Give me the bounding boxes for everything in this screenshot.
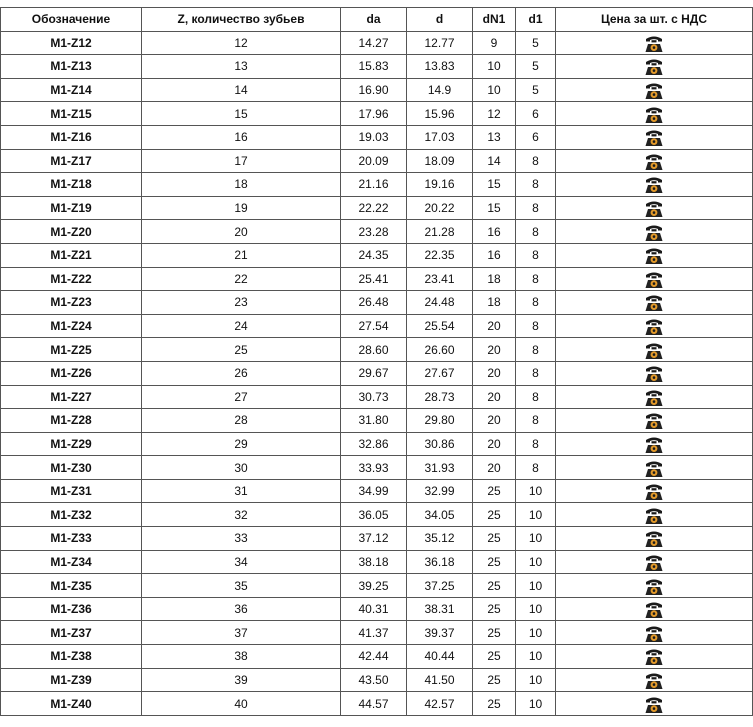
dn1-cell: 10: [473, 55, 516, 79]
d-cell: 30.86: [407, 432, 473, 456]
table-row: [1, 385, 753, 409]
table-row: [1, 267, 753, 291]
d-cell: 41.50: [407, 668, 473, 692]
d1-cell: 5: [516, 55, 556, 79]
d-cell: 40.44: [407, 645, 473, 669]
table-row: [1, 314, 753, 338]
teeth-count-cell: 28: [142, 409, 341, 433]
table-row: [1, 102, 753, 126]
dn1-cell: 25: [473, 479, 516, 503]
d-cell: 34.05: [407, 503, 473, 527]
price-cell: [556, 220, 753, 244]
d1-cell: 8: [516, 385, 556, 409]
price-cell: [556, 338, 753, 362]
d1-cell: 8: [516, 243, 556, 267]
teeth-count-cell: 27: [142, 385, 341, 409]
teeth-count-cell: 34: [142, 550, 341, 574]
d1-cell: 10: [516, 621, 556, 645]
phone-icon[interactable]: [643, 174, 665, 194]
designation-cell: M1-Z31: [1, 479, 142, 503]
price-cell: [556, 432, 753, 456]
teeth-count-cell: 21: [142, 243, 341, 267]
designation-cell: M1-Z25: [1, 338, 142, 362]
da-cell: 27.54: [341, 314, 407, 338]
d1-cell: 8: [516, 196, 556, 220]
price-cell: [556, 173, 753, 197]
dn1-cell: 10: [473, 78, 516, 102]
header-dn1: dN1: [473, 8, 516, 32]
teeth-count-cell: 19: [142, 196, 341, 220]
phone-icon[interactable]: [643, 104, 665, 124]
d1-cell: 8: [516, 361, 556, 385]
table-row: [1, 597, 753, 621]
dn1-cell: 25: [473, 645, 516, 669]
teeth-count-cell: 16: [142, 125, 341, 149]
d-cell: 19.16: [407, 173, 473, 197]
da-cell: 21.16: [341, 173, 407, 197]
phone-icon[interactable]: [643, 481, 665, 501]
dn1-cell: 14: [473, 149, 516, 173]
da-cell: 32.86: [341, 432, 407, 456]
d-cell: 36.18: [407, 550, 473, 574]
d-cell: 13.83: [407, 55, 473, 79]
teeth-count-cell: 37: [142, 621, 341, 645]
price-cell: [556, 196, 753, 220]
d-cell: 26.60: [407, 338, 473, 362]
designation-cell: M1-Z35: [1, 574, 142, 598]
d-cell: 39.37: [407, 621, 473, 645]
phone-icon[interactable]: [643, 198, 665, 218]
table-row: [1, 291, 753, 315]
dn1-cell: 25: [473, 597, 516, 621]
table-row: [1, 432, 753, 456]
designation-cell: M1-Z21: [1, 243, 142, 267]
d1-cell: 10: [516, 527, 556, 551]
dn1-cell: 20: [473, 409, 516, 433]
price-cell: [556, 597, 753, 621]
header-da: da: [341, 8, 407, 32]
da-cell: 31.80: [341, 409, 407, 433]
d-cell: 35.12: [407, 527, 473, 551]
designation-cell: M1-Z24: [1, 314, 142, 338]
teeth-count-cell: 13: [142, 55, 341, 79]
designation-cell: M1-Z27: [1, 385, 142, 409]
price-cell: [556, 456, 753, 480]
phone-icon[interactable]: [643, 245, 665, 265]
da-cell: 26.48: [341, 291, 407, 315]
table-row: [1, 196, 753, 220]
da-cell: 41.37: [341, 621, 407, 645]
phone-icon[interactable]: [643, 505, 665, 525]
designation-cell: M1-Z28: [1, 409, 142, 433]
gear-spec-table: [0, 7, 753, 716]
d1-cell: 5: [516, 78, 556, 102]
d-cell: 38.31: [407, 597, 473, 621]
table-row: [1, 456, 753, 480]
d1-cell: 8: [516, 220, 556, 244]
d1-cell: 6: [516, 125, 556, 149]
table-row: [1, 55, 753, 79]
phone-icon[interactable]: [643, 528, 665, 548]
dn1-cell: 20: [473, 338, 516, 362]
teeth-count-cell: 23: [142, 291, 341, 315]
designation-cell: M1-Z38: [1, 645, 142, 669]
dn1-cell: 16: [473, 243, 516, 267]
price-cell: [556, 149, 753, 173]
teeth-count-cell: 14: [142, 78, 341, 102]
d-cell: 24.48: [407, 291, 473, 315]
table-row: [1, 409, 753, 433]
table-row: [1, 78, 753, 102]
teeth-count-cell: 20: [142, 220, 341, 244]
price-cell: [556, 361, 753, 385]
dn1-cell: 20: [473, 361, 516, 385]
phone-icon[interactable]: [643, 458, 665, 478]
teeth-count-cell: 18: [142, 173, 341, 197]
price-cell: [556, 550, 753, 574]
dn1-cell: 12: [473, 102, 516, 126]
phone-icon[interactable]: [643, 552, 665, 572]
designation-cell: M1-Z16: [1, 125, 142, 149]
designation-cell: M1-Z26: [1, 361, 142, 385]
table-row: [1, 621, 753, 645]
price-cell: [556, 503, 753, 527]
price-cell: [556, 668, 753, 692]
designation-cell: M1-Z14: [1, 78, 142, 102]
teeth-count-cell: 22: [142, 267, 341, 291]
da-cell: 34.99: [341, 479, 407, 503]
designation-cell: M1-Z29: [1, 432, 142, 456]
price-cell: [556, 645, 753, 669]
designation-cell: M1-Z30: [1, 456, 142, 480]
dn1-cell: 13: [473, 125, 516, 149]
designation-cell: M1-Z12: [1, 31, 142, 55]
phone-icon[interactable]: [643, 269, 665, 289]
d1-cell: 8: [516, 338, 556, 362]
d-cell: 17.03: [407, 125, 473, 149]
da-cell: 40.31: [341, 597, 407, 621]
da-cell: 20.09: [341, 149, 407, 173]
d-cell: 25.54: [407, 314, 473, 338]
d-cell: 31.93: [407, 456, 473, 480]
price-cell: [556, 102, 753, 126]
designation-cell: M1-Z33: [1, 527, 142, 551]
designation-cell: M1-Z23: [1, 291, 142, 315]
phone-icon[interactable]: [643, 387, 665, 407]
dn1-cell: 20: [473, 456, 516, 480]
d1-cell: 8: [516, 291, 556, 315]
d-cell: 23.41: [407, 267, 473, 291]
price-cell: [556, 291, 753, 315]
dn1-cell: 25: [473, 574, 516, 598]
price-cell: [556, 479, 753, 503]
d-cell: 32.99: [407, 479, 473, 503]
d1-cell: 8: [516, 456, 556, 480]
table-row: [1, 361, 753, 385]
table-row: [1, 645, 753, 669]
dn1-cell: 20: [473, 314, 516, 338]
d1-cell: 10: [516, 692, 556, 716]
da-cell: 15.83: [341, 55, 407, 79]
table-row: [1, 149, 753, 173]
d-cell: 28.73: [407, 385, 473, 409]
da-cell: 30.73: [341, 385, 407, 409]
dn1-cell: 25: [473, 550, 516, 574]
da-cell: 44.57: [341, 692, 407, 716]
price-cell: [556, 267, 753, 291]
table-row: [1, 527, 753, 551]
teeth-count-cell: 39: [142, 668, 341, 692]
phone-icon[interactable]: [643, 316, 665, 336]
d1-cell: 5: [516, 31, 556, 55]
table-row: [1, 338, 753, 362]
phone-icon[interactable]: [643, 694, 665, 714]
teeth-count-cell: 35: [142, 574, 341, 598]
table-row: [1, 125, 753, 149]
teeth-count-cell: 40: [142, 692, 341, 716]
dn1-cell: 18: [473, 267, 516, 291]
table-row: [1, 243, 753, 267]
teeth-count-cell: 31: [142, 479, 341, 503]
price-cell: [556, 314, 753, 338]
dn1-cell: 20: [473, 385, 516, 409]
teeth-count-cell: 15: [142, 102, 341, 126]
da-cell: 19.03: [341, 125, 407, 149]
da-cell: 37.12: [341, 527, 407, 551]
table-row: [1, 220, 753, 244]
dn1-cell: 25: [473, 503, 516, 527]
table-row: [1, 668, 753, 692]
price-cell: [556, 243, 753, 267]
price-cell: [556, 527, 753, 551]
d1-cell: 10: [516, 645, 556, 669]
designation-cell: M1-Z17: [1, 149, 142, 173]
d1-cell: 8: [516, 267, 556, 291]
phone-icon[interactable]: [643, 434, 665, 454]
table-row: [1, 692, 753, 716]
phone-icon[interactable]: [643, 670, 665, 690]
d1-cell: 8: [516, 409, 556, 433]
d-cell: 27.67: [407, 361, 473, 385]
teeth-count-cell: 12: [142, 31, 341, 55]
d-cell: 42.57: [407, 692, 473, 716]
d1-cell: 10: [516, 479, 556, 503]
dn1-cell: 25: [473, 668, 516, 692]
d1-cell: 10: [516, 574, 556, 598]
phone-icon[interactable]: [643, 576, 665, 596]
teeth-count-cell: 30: [142, 456, 341, 480]
teeth-count-cell: 25: [142, 338, 341, 362]
teeth-count-cell: 33: [142, 527, 341, 551]
d-cell: 18.09: [407, 149, 473, 173]
phone-icon[interactable]: [643, 363, 665, 383]
table-row: [1, 550, 753, 574]
designation-cell: M1-Z22: [1, 267, 142, 291]
designation-cell: M1-Z40: [1, 692, 142, 716]
teeth-count-cell: 29: [142, 432, 341, 456]
designation-cell: M1-Z20: [1, 220, 142, 244]
d-cell: 14.9: [407, 78, 473, 102]
price-cell: [556, 621, 753, 645]
teeth-count-cell: 38: [142, 645, 341, 669]
teeth-count-cell: 26: [142, 361, 341, 385]
designation-cell: M1-Z39: [1, 668, 142, 692]
phone-icon[interactable]: [643, 127, 665, 147]
designation-cell: M1-Z32: [1, 503, 142, 527]
teeth-count-cell: 24: [142, 314, 341, 338]
table-row: [1, 479, 753, 503]
header-d1: d1: [516, 8, 556, 32]
da-cell: 33.93: [341, 456, 407, 480]
d-cell: 15.96: [407, 102, 473, 126]
phone-icon[interactable]: [643, 222, 665, 242]
designation-cell: M1-Z18: [1, 173, 142, 197]
d-cell: 22.35: [407, 243, 473, 267]
phone-icon[interactable]: [643, 410, 665, 430]
designation-cell: M1-Z34: [1, 550, 142, 574]
price-cell: [556, 692, 753, 716]
teeth-count-cell: 32: [142, 503, 341, 527]
price-cell: [556, 409, 753, 433]
dn1-cell: 25: [473, 527, 516, 551]
d1-cell: 8: [516, 149, 556, 173]
d-cell: 21.28: [407, 220, 473, 244]
phone-icon[interactable]: [643, 151, 665, 171]
dn1-cell: 15: [473, 173, 516, 197]
designation-cell: M1-Z15: [1, 102, 142, 126]
phone-icon[interactable]: [643, 56, 665, 76]
phone-icon[interactable]: [643, 646, 665, 666]
phone-icon[interactable]: [643, 340, 665, 360]
da-cell: 43.50: [341, 668, 407, 692]
d1-cell: 10: [516, 668, 556, 692]
da-cell: 22.22: [341, 196, 407, 220]
table-row: [1, 31, 753, 55]
teeth-count-cell: 36: [142, 597, 341, 621]
designation-cell: M1-Z13: [1, 55, 142, 79]
d1-cell: 8: [516, 173, 556, 197]
da-cell: 23.28: [341, 220, 407, 244]
d-cell: 29.80: [407, 409, 473, 433]
price-cell: [556, 125, 753, 149]
dn1-cell: 25: [473, 692, 516, 716]
da-cell: 29.67: [341, 361, 407, 385]
da-cell: 16.90: [341, 78, 407, 102]
designation-cell: M1-Z19: [1, 196, 142, 220]
d1-cell: 10: [516, 503, 556, 527]
table-row: [1, 574, 753, 598]
header-designation: Обозначение: [1, 8, 142, 32]
phone-icon[interactable]: [643, 292, 665, 312]
designation-cell: M1-Z36: [1, 597, 142, 621]
da-cell: 39.25: [341, 574, 407, 598]
d1-cell: 6: [516, 102, 556, 126]
d1-cell: 8: [516, 314, 556, 338]
d-cell: 20.22: [407, 196, 473, 220]
da-cell: 38.18: [341, 550, 407, 574]
price-cell: [556, 574, 753, 598]
phone-icon[interactable]: [643, 33, 665, 53]
da-cell: 25.41: [341, 267, 407, 291]
dn1-cell: 20: [473, 432, 516, 456]
da-cell: 14.27: [341, 31, 407, 55]
dn1-cell: 16: [473, 220, 516, 244]
header-teeth-count: Z, количество зубьев: [142, 8, 341, 32]
price-cell: [556, 31, 753, 55]
header-price: Цена за шт. с НДС: [556, 8, 753, 32]
header-d: d: [407, 8, 473, 32]
da-cell: 36.05: [341, 503, 407, 527]
teeth-count-cell: 17: [142, 149, 341, 173]
dn1-cell: 9: [473, 31, 516, 55]
d-cell: 12.77: [407, 31, 473, 55]
price-cell: [556, 78, 753, 102]
table-header-row: [1, 8, 753, 32]
dn1-cell: 25: [473, 621, 516, 645]
price-cell: [556, 385, 753, 409]
d-cell: 37.25: [407, 574, 473, 598]
table-row: [1, 173, 753, 197]
da-cell: 28.60: [341, 338, 407, 362]
phone-icon[interactable]: [643, 623, 665, 643]
da-cell: 42.44: [341, 645, 407, 669]
table-row: [1, 503, 753, 527]
dn1-cell: 15: [473, 196, 516, 220]
d1-cell: 10: [516, 597, 556, 621]
dn1-cell: 18: [473, 291, 516, 315]
phone-icon[interactable]: [643, 599, 665, 619]
designation-cell: M1-Z37: [1, 621, 142, 645]
d1-cell: 8: [516, 432, 556, 456]
price-cell: [556, 55, 753, 79]
d1-cell: 10: [516, 550, 556, 574]
phone-icon[interactable]: [643, 80, 665, 100]
da-cell: 17.96: [341, 102, 407, 126]
da-cell: 24.35: [341, 243, 407, 267]
